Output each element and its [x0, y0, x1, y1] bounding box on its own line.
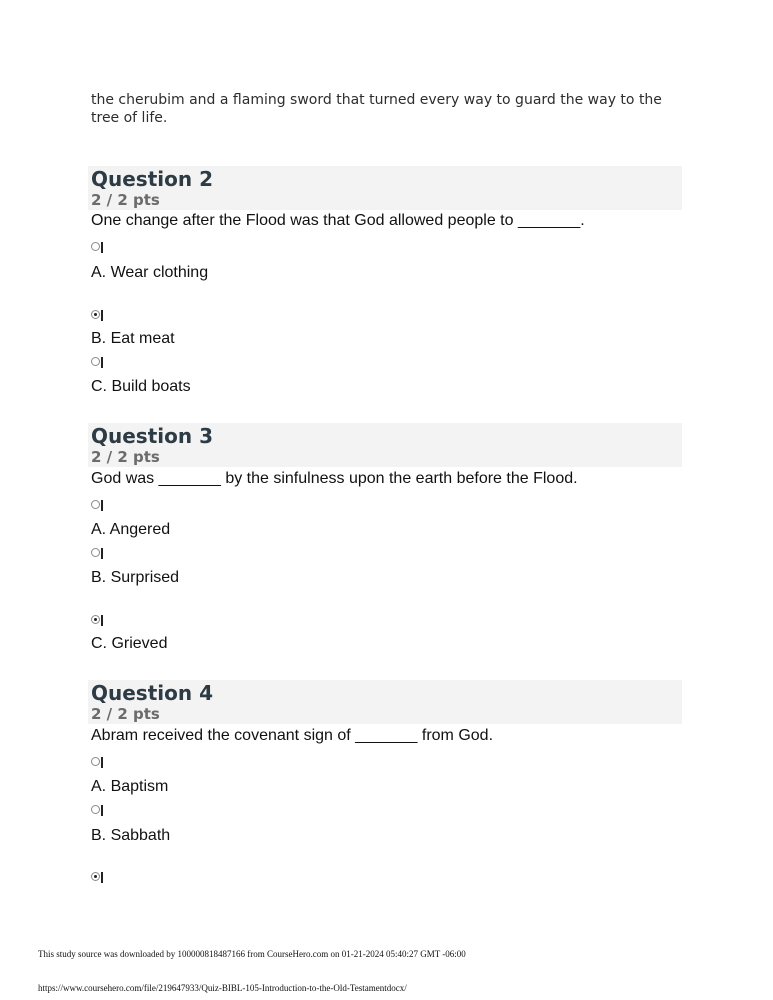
download-note: This study source was downloaded by 100000818487166 from CourseHero.com on 01-21-2024 05:40:27 GMT -06:00	[38, 949, 466, 959]
radio-option-c[interactable]	[91, 357, 101, 367]
question-title: Question 3	[91, 424, 213, 448]
answer-label: B. Sabbath	[91, 827, 171, 844]
question-points: 2 / 2 pts	[91, 448, 160, 466]
source-url[interactable]: https://www.coursehero.com/file/219647933/Quiz-BIBL-105-Introduction-to-the-Old-Testamentdocx/	[38, 983, 407, 993]
answer-label: C. Grieved	[91, 635, 168, 652]
radio-option-a[interactable]	[91, 500, 101, 510]
question-points: 2 / 2 pts	[91, 705, 160, 723]
radio-option-b[interactable]	[91, 548, 101, 558]
radio-option-a[interactable]	[91, 757, 101, 767]
answer-label: A. Baptism	[91, 778, 169, 795]
radio-unselected-icon	[91, 757, 100, 766]
answer-label: A. Angered	[91, 521, 171, 538]
intro-text: the cherubim and a flaming sword that turned every way to guard the way to the tree of life.	[91, 92, 662, 126]
question-points: 2 / 2 pts	[91, 191, 160, 209]
answer-label: B. Surprised	[91, 569, 180, 586]
radio-selected-icon	[91, 310, 100, 319]
question-text: Abram received the covenant sign of _______ from God.	[91, 727, 494, 744]
answer-label: B. Eat meat	[91, 330, 175, 347]
question-title: Question 2	[91, 167, 213, 191]
question-title: Question 4	[91, 681, 213, 705]
radio-selected-icon	[91, 872, 100, 881]
radio-option-b[interactable]	[91, 310, 101, 320]
question-text: One change after the Flood was that God allowed people to _______.	[91, 212, 585, 229]
radio-unselected-icon	[91, 357, 100, 366]
answer-label: A. Wear clothing	[91, 264, 209, 281]
radio-option-c[interactable]	[91, 615, 101, 625]
radio-option-a[interactable]	[91, 242, 101, 252]
answer-label: C. Build boats	[91, 378, 191, 395]
question-header	[88, 166, 682, 210]
radio-unselected-icon	[91, 242, 100, 251]
radio-unselected-icon	[91, 805, 100, 814]
question-header	[88, 680, 682, 724]
radio-unselected-icon	[91, 548, 100, 557]
radio-unselected-icon	[91, 500, 100, 509]
radio-option-c[interactable]	[91, 872, 101, 882]
radio-option-b[interactable]	[91, 805, 101, 815]
question-text: God was _______ by the sinfulness upon the earth before the Flood.	[91, 470, 578, 487]
question-header	[88, 423, 682, 467]
radio-selected-icon	[91, 615, 100, 624]
